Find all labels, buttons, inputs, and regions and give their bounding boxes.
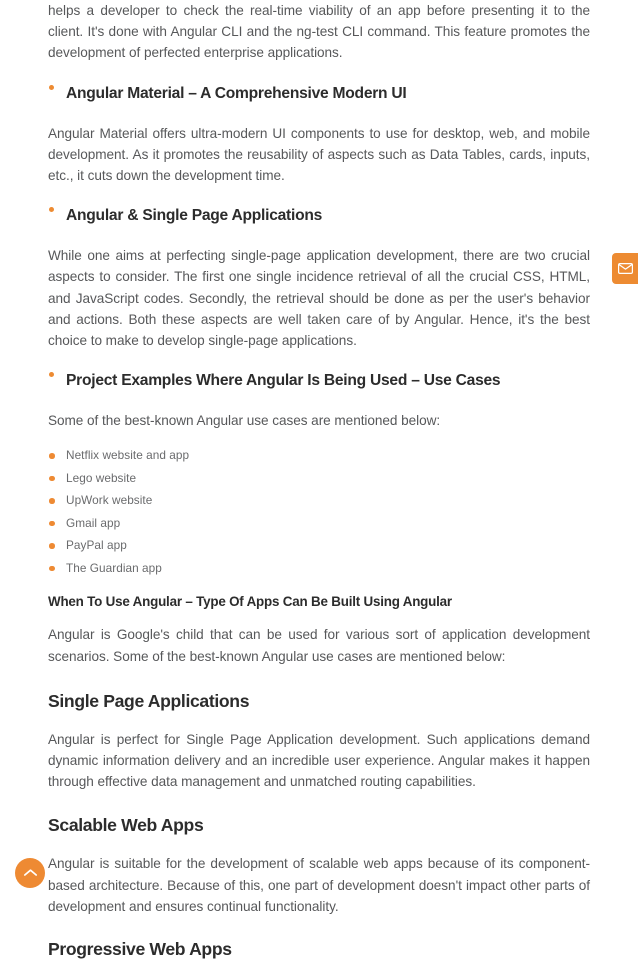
bullet-dot-icon [49, 521, 55, 527]
paragraph-scalable-web-apps-detail: Angular is suitable for the development of scalable web apps because of its component-based architecture. Because of this, one part of development doesn't impact other parts of development and ensures continual functionality. [48, 856, 590, 914]
list-item-label: Gmail app [66, 515, 121, 530]
bullet-dot-icon [49, 476, 55, 482]
list-item [48, 557, 590, 580]
section-heading-single-page-applications: Single Page Applications [48, 690, 250, 711]
intro-paragraph: helps a developer to check the real-time viability of an app before presenting it to the client. It's done with Angular CLI and the ng-test CLI command. This feature promotes the development of perfected enterprise applications. [48, 3, 590, 61]
bullet-dot-icon [49, 85, 54, 90]
paragraph-angular-material: Angular Material offers ultra-modern UI components to use for desktop, web, and mobile development. As it promotes the reusability of aspects such as Data Tables, cards, inputs, etc., it cuts down the development time. [48, 125, 590, 184]
list-item [48, 512, 590, 535]
list-item [48, 534, 590, 557]
bullet-dot-icon [49, 372, 54, 377]
bullet-dot-icon [49, 566, 55, 572]
list-item [48, 489, 590, 512]
use-case-list [48, 444, 590, 579]
bullet-dot-icon [49, 207, 54, 212]
section-heading-scalable-web-apps: Scalable Web Apps [48, 815, 204, 836]
bullet-heading-label: Project Examples Where Angular Is Being Used – Use Cases [66, 372, 501, 390]
bullet-heading-angular-material [48, 83, 590, 104]
paragraph-when-to-use-angular: Angular is Google's child that can be used for various sort of application development scenarios. Some of the best-known Angular use cases are mentioned below: [48, 627, 590, 664]
list-item-label: Lego website [66, 470, 137, 485]
list-item-label: PayPal app [66, 538, 127, 553]
email-contact-tab-button[interactable] [612, 253, 638, 284]
bullet-heading-project-examples [48, 370, 590, 391]
paragraph-use-cases-intro: Some of the best-known Angular use cases are mentioned below: [48, 413, 441, 429]
article-content [48, 0, 590, 961]
bullet-dot-icon [49, 453, 55, 459]
list-item-label: The Guardian app [66, 560, 162, 575]
list-item-label: Netflix website and app [66, 448, 190, 463]
section-heading-progressive-web-apps: Progressive Web Apps [48, 939, 232, 960]
bullet-heading-label: Angular Material – A Comprehensive Modern UI [66, 84, 407, 102]
list-item [48, 444, 590, 467]
envelope-icon [618, 263, 633, 274]
bullet-heading-single-page-applications [48, 205, 590, 226]
chevron-up-icon [23, 868, 38, 878]
bullet-dot-icon [49, 543, 55, 549]
paragraph-single-page-applications: While one aims at perfecting single-page application development, there are two crucial aspects to consider. The first one single incidence retrieval of all the crucial CSS, HTML, and JavaScript codes. Secondly, the retrieval should be done as per the user's behavior and actions. Both these aspects are well taken care of by Angular. Hence, it's the best choice to make to develop single-page applications. [48, 248, 590, 349]
bullet-heading-label: Angular & Single Page Applications [66, 207, 323, 225]
scroll-to-top-button[interactable] [15, 858, 45, 888]
bullet-dot-icon [49, 498, 55, 504]
paragraph-spa-detail: Angular is perfect for Single Page Application development. Such applications demand dynamic information delivery and an incredible user experience. Angular makes it happen through effective data management and unmatched routing capabilities. [48, 731, 590, 790]
list-item [48, 467, 590, 490]
list-item-label: UpWork website [66, 493, 153, 508]
subheading-when-to-use-angular: When To Use Angular – Type Of Apps Can Be Built Using Angular [48, 594, 452, 610]
